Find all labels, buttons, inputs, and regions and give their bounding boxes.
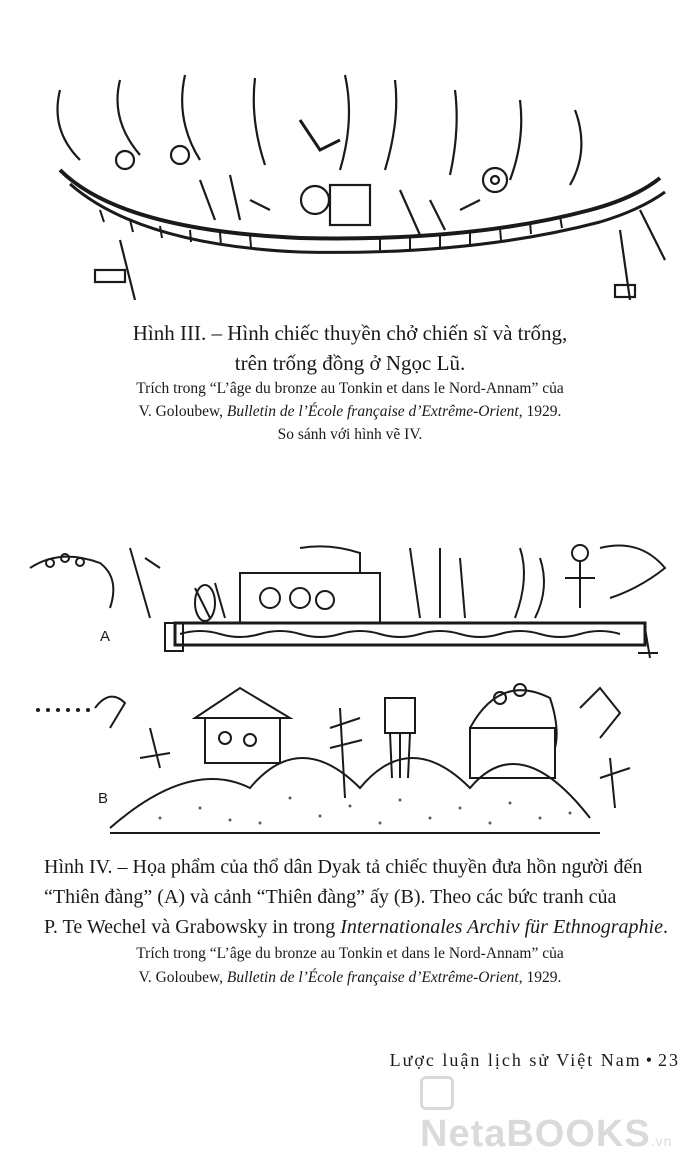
figure-iv-source-line-2	[40, 966, 660, 990]
figure-iv-caption-authors: P. Te Wechel và Grabowsky in trong	[44, 916, 341, 938]
watermark-icon	[420, 1076, 454, 1110]
figure-iv-source-line-1: Trích trong “L’âge du bronze au Tonkin et dans le Nord-Annam” của	[136, 945, 564, 962]
page-footer	[0, 1050, 680, 1071]
figure-iv-caption-line-2: “Thiên đàng” (A) và cảnh “Thiên đàng” ấy (B). Theo các bức tranh của	[44, 886, 617, 908]
figure-iii-illustration	[0, 60, 700, 300]
figure-iii-source	[40, 377, 660, 446]
figure-iii-source-journal: Bulletin de l’École française d’Extrême-Orient	[226, 403, 519, 420]
figure-iv-label-b: B	[98, 790, 109, 807]
figure-iv-source-author: V. Goloubew,	[138, 969, 227, 986]
watermark-brand: NetaBOOKS	[420, 1113, 651, 1155]
figure-iii-caption-line-2: trên trống đồng ở Ngọc Lũ.	[234, 351, 466, 375]
footer-bullet: •	[645, 1050, 654, 1070]
page-number: 23	[658, 1050, 680, 1070]
figure-iii-source-author: V. Goloubew,	[138, 403, 227, 420]
figure-iii-source-line-1: Trích trong “L’âge du bronze au Tonkin et dans le Nord-Annam” của	[136, 380, 564, 397]
figure-iv-label-a: A	[100, 628, 111, 645]
watermark-logo	[420, 1070, 700, 1155]
figure-iii-source-line-2	[40, 400, 660, 423]
figure-iv-source-journal: Bulletin de l’École française d’Extrême-Orient	[226, 969, 519, 986]
figure-iii-caption-line-1: Hình III. – Hình chiếc thuyền chở chiến sĩ và trống,	[132, 321, 568, 345]
watermark-suffix: .vn	[650, 1133, 673, 1149]
figure-iv-b-illustration	[0, 668, 700, 838]
figure-iv-caption-journal: Internationales Archiv für Ethnographie	[340, 916, 663, 938]
figure-iv-caption-line-1: Hình IV. – Họa phẩm của thổ dân Dyak tả chiếc thuyền đưa hồn người đến	[44, 856, 643, 878]
figure-iii-caption	[40, 318, 660, 378]
figure-iv-a-illustration	[0, 528, 700, 668]
running-title: Lược luận lịch sử Việt Nam	[389, 1050, 642, 1070]
figure-iv-caption	[44, 852, 668, 942]
figure-iii-source-year: , 1929.	[518, 403, 562, 420]
figure-iv-caption-line-3	[44, 912, 668, 942]
figure-iv-caption-period: .	[662, 916, 668, 938]
figure-iv-source-year: , 1929.	[518, 969, 562, 986]
figure-iii-source-line-3: So sánh với hình vẽ IV.	[277, 426, 423, 443]
figure-iv-source	[40, 942, 660, 990]
